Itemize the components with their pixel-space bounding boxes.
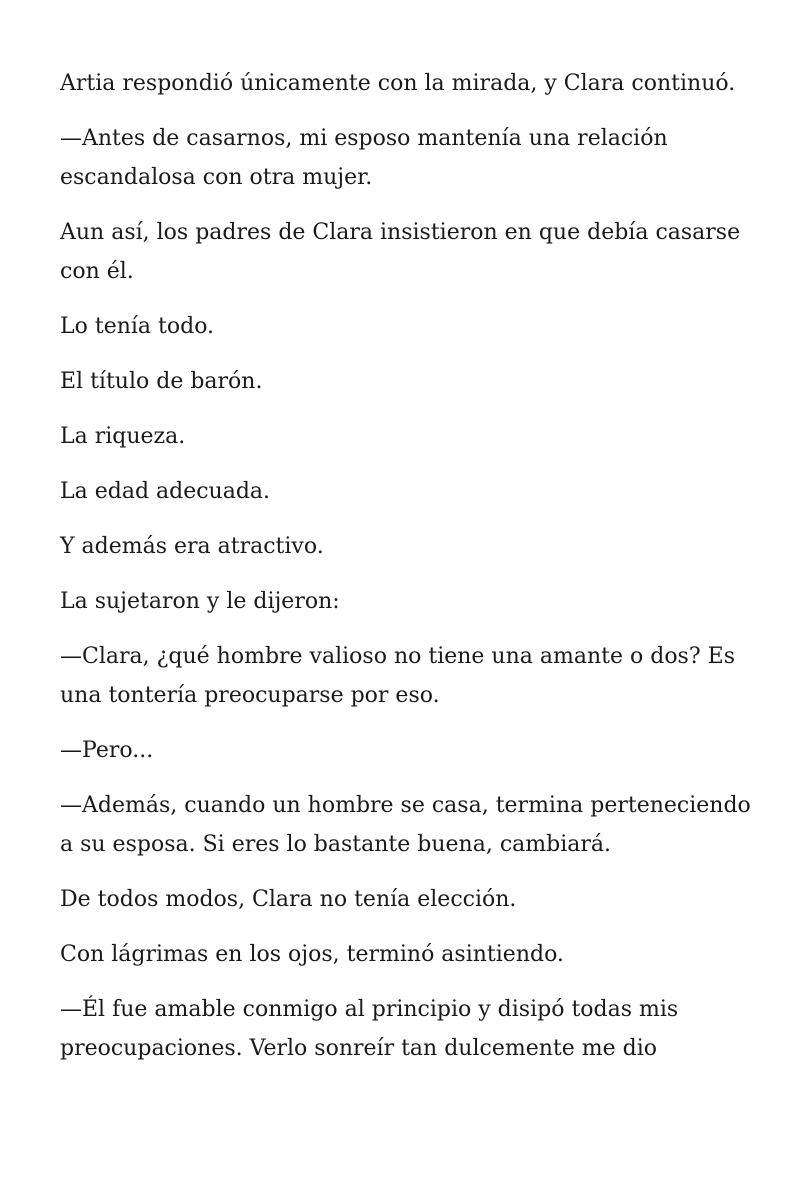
paragraph: La edad adecuada.	[60, 479, 271, 504]
document-page	[60, 64, 760, 1084]
paragraph: De todos modos, Clara no tenía elección.	[60, 887, 517, 912]
paragraph: Artia respondió únicamente con la mirada, y Clara continuó.	[60, 71, 736, 96]
paragraph: La sujetaron y le dijeron:	[60, 589, 340, 614]
paragraph: La riqueza.	[60, 424, 186, 449]
paragraph: —Además, cuando un hombre se casa, termina perteneciendo a su esposa. Si eres lo bastante buena, cambiará.	[60, 793, 751, 857]
paragraph: Lo tenía todo.	[60, 314, 215, 339]
paragraph: —Antes de casarnos, mi esposo mantenía una relación escandalosa con otra mujer.	[60, 126, 668, 190]
paragraph: —Él fue amable conmigo al principio y disipó todas mis preocupaciones. Verlo sonreír tan dulcemente me dio	[60, 997, 679, 1061]
paragraph: Y además era atractivo.	[60, 534, 324, 559]
paragraph: —Clara, ¿qué hombre valioso no tiene una amante o dos? Es una tontería preocuparse por eso.	[60, 644, 735, 708]
paragraph: Con lágrimas en los ojos, terminó asintiendo.	[60, 942, 564, 967]
paragraph: —Pero...	[60, 738, 154, 763]
paragraph: El título de barón.	[60, 369, 263, 394]
paragraph: Aun así, los padres de Clara insistieron en que debía casarse con él.	[60, 220, 741, 284]
